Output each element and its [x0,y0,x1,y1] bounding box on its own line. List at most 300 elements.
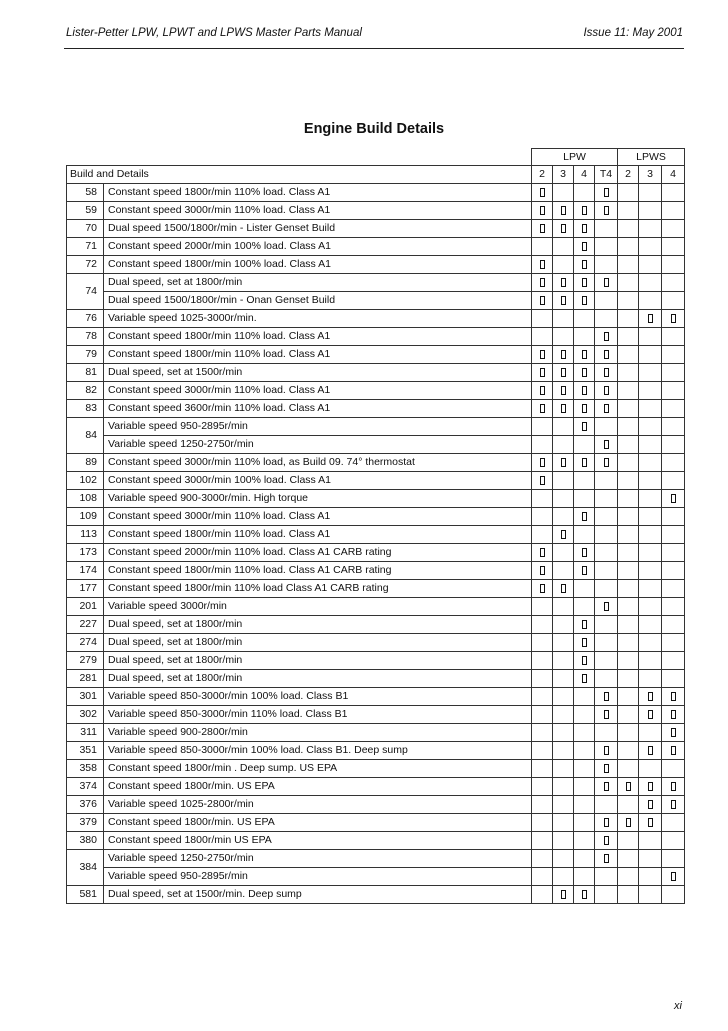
build-details: Constant speed 3000r/min 110% load. Class A1 [104,508,532,526]
mark-cell [574,292,595,310]
build-number: 83 [67,400,104,418]
checkbox-mark-icon [671,872,676,881]
mark-cell [532,220,553,238]
mark-cell [618,634,639,652]
checkbox-mark-icon [604,458,609,467]
checkbox-mark-icon [604,350,609,359]
checkbox-mark-icon [604,818,609,827]
mark-cell [574,616,595,634]
checkbox-mark-icon [648,782,653,791]
mark-cell [532,418,553,436]
mark-cell [662,580,685,598]
table-row [67,436,685,454]
mark-cell [595,436,618,454]
checkbox-mark-icon [561,368,566,377]
mark-cell [662,670,685,688]
mark-cell [662,274,685,292]
checkbox-mark-icon [561,890,566,899]
mark-cell [662,292,685,310]
mark-cell [595,256,618,274]
mark-cell [618,670,639,688]
table-body [67,149,685,904]
checkbox-mark-icon [540,368,545,377]
table-row [67,670,685,688]
table-row [67,454,685,472]
checkbox-mark-icon [582,368,587,377]
mark-cell [662,598,685,616]
mark-cell [595,526,618,544]
mark-cell [553,292,574,310]
mark-cell [532,634,553,652]
table-row [67,508,685,526]
mark-cell [662,220,685,238]
mark-cell [639,454,662,472]
mark-cell [595,382,618,400]
mark-cell [574,652,595,670]
build-number: 72 [67,256,104,274]
build-details: Constant speed 1800r/min 110% load. Class A1 [104,526,532,544]
mark-cell [639,346,662,364]
mark-cell [639,184,662,202]
mark-cell [574,814,595,832]
checkbox-mark-icon [604,404,609,413]
mark-cell [662,328,685,346]
mark-cell [595,598,618,616]
mark-cell [553,346,574,364]
table-row [67,220,685,238]
mark-cell [639,418,662,436]
table-row [67,400,685,418]
build-details: Constant speed 1800r/min. US EPA [104,778,532,796]
build-number: 274 [67,634,104,652]
checkbox-mark-icon [604,836,609,845]
mark-cell [618,274,639,292]
checkbox-mark-icon [604,602,609,611]
mark-cell [532,292,553,310]
mark-cell [574,346,595,364]
mark-cell [532,796,553,814]
build-details: Dual speed, set at 1800r/min [104,274,532,292]
mark-cell [618,220,639,238]
mark-cell [618,706,639,724]
mark-cell [618,526,639,544]
checkbox-mark-icon [604,854,609,863]
checkbox-mark-icon [582,566,587,575]
mark-cell [553,256,574,274]
mark-cell [553,418,574,436]
mark-cell [639,292,662,310]
column-header-row [67,166,685,184]
checkbox-mark-icon [561,296,566,305]
table-row [67,346,685,364]
mark-cell [662,760,685,778]
mark-cell [639,580,662,598]
mark-cell [639,850,662,868]
mark-cell [553,616,574,634]
mark-cell [532,544,553,562]
mark-cell [532,328,553,346]
mark-cell [595,724,618,742]
mark-cell [553,544,574,562]
mark-cell [595,454,618,472]
build-details: Variable speed 900-2800r/min [104,724,532,742]
mark-cell [662,184,685,202]
mark-cell [574,598,595,616]
col-lpw-4: 4 [574,166,595,184]
build-details: Variable speed 850-3000r/min 100% load. Class B1. Deep sump [104,742,532,760]
mark-cell [618,400,639,418]
build-number: 281 [67,670,104,688]
table-row [67,202,685,220]
checkbox-mark-icon [540,404,545,413]
mark-cell [639,310,662,328]
table-row [67,310,685,328]
table-row [67,724,685,742]
mark-cell [532,526,553,544]
mark-cell [662,202,685,220]
mark-cell [574,202,595,220]
mark-cell [662,688,685,706]
mark-cell [618,454,639,472]
mark-cell [532,382,553,400]
mark-cell [574,742,595,760]
checkbox-mark-icon [671,728,676,737]
mark-cell [639,562,662,580]
mark-cell [639,256,662,274]
build-details: Variable speed 1250-2750r/min [104,436,532,454]
checkbox-mark-icon [604,710,609,719]
mark-cell [553,706,574,724]
mark-cell [662,238,685,256]
checkbox-mark-icon [582,278,587,287]
mark-cell [662,400,685,418]
table-row [67,886,685,904]
mark-cell [595,328,618,346]
mark-cell [574,778,595,796]
mark-cell [553,634,574,652]
mark-cell [574,796,595,814]
checkbox-mark-icon [648,746,653,755]
build-details: Constant speed 2000r/min 110% load. Class A1 CARB rating [104,544,532,562]
mark-cell [595,292,618,310]
mark-cell [532,652,553,670]
build-details: Constant speed 1800r/min 110% load. Class A1 [104,328,532,346]
mark-cell [639,526,662,544]
checkbox-mark-icon [540,206,545,215]
build-details-header: Build and Details [67,166,532,184]
mark-cell [662,544,685,562]
mark-cell [618,760,639,778]
mark-cell [532,184,553,202]
mark-cell [662,472,685,490]
mark-cell [553,796,574,814]
checkbox-mark-icon [540,188,545,197]
build-details: Constant speed 1800r/min. US EPA [104,814,532,832]
mark-cell [662,634,685,652]
table-row [67,688,685,706]
mark-cell [595,616,618,634]
build-details: Dual speed 1500/1800r/min - Onan Genset Build [104,292,532,310]
build-number: 380 [67,832,104,850]
checkbox-mark-icon [540,458,545,467]
mark-cell [574,454,595,472]
mark-cell [532,400,553,418]
mark-cell [574,382,595,400]
page-number: xi [674,1000,682,1012]
build-details: Constant speed 3000r/min 110% load. Class A1 [104,202,532,220]
mark-cell [618,292,639,310]
checkbox-mark-icon [671,314,676,323]
mark-cell [595,508,618,526]
mark-cell [574,886,595,904]
table-row [67,850,685,868]
mark-cell [595,274,618,292]
mark-cell [574,418,595,436]
checkbox-mark-icon [648,800,653,809]
checkbox-mark-icon [540,386,545,395]
mark-cell [618,310,639,328]
mark-cell [595,868,618,886]
build-number: 74 [67,274,104,310]
build-details: Variable speed 950-2895r/min [104,868,532,886]
mark-cell [574,328,595,346]
build-number: 76 [67,310,104,328]
mark-cell [553,436,574,454]
group-lpw: LPW [532,149,618,166]
mark-cell [618,472,639,490]
mark-cell [595,310,618,328]
mark-cell [532,616,553,634]
mark-cell [553,184,574,202]
build-number: 379 [67,814,104,832]
table-row [67,616,685,634]
mark-cell [553,472,574,490]
mark-cell [639,544,662,562]
checkbox-mark-icon [582,350,587,359]
build-number: 581 [67,886,104,904]
mark-cell [574,670,595,688]
checkbox-mark-icon [582,224,587,233]
mark-cell [639,832,662,850]
build-number: 374 [67,778,104,796]
build-number: 351 [67,742,104,760]
build-details: Constant speed 3000r/min 100% load. Class A1 [104,472,532,490]
mark-cell [532,274,553,292]
mark-cell [574,634,595,652]
mark-cell [553,202,574,220]
mark-cell [662,706,685,724]
mark-cell [639,760,662,778]
mark-cell [662,526,685,544]
mark-cell [574,364,595,382]
mark-cell [595,346,618,364]
build-details: Constant speed 3000r/min 110% load, as Build 09. 74° thermostat [104,454,532,472]
mark-cell [553,760,574,778]
mark-cell [618,598,639,616]
build-details: Variable speed 850-3000r/min 100% load. Class B1 [104,688,532,706]
mark-cell [553,562,574,580]
mark-cell [574,526,595,544]
mark-cell [618,238,639,256]
engine-build-table [66,148,685,904]
mark-cell [553,364,574,382]
mark-cell [574,184,595,202]
build-number: 302 [67,706,104,724]
mark-cell [618,796,639,814]
mark-cell [662,508,685,526]
mark-cell [553,328,574,346]
build-number: 384 [67,850,104,886]
table-row [67,742,685,760]
mark-cell [639,886,662,904]
checkbox-mark-icon [582,404,587,413]
mark-cell [595,490,618,508]
checkbox-mark-icon [540,350,545,359]
mark-cell [639,274,662,292]
mark-cell [595,184,618,202]
mark-cell [574,310,595,328]
mark-cell [595,634,618,652]
checkbox-mark-icon [648,692,653,701]
mark-cell [595,814,618,832]
mark-cell [574,436,595,454]
table-row [67,526,685,544]
checkbox-mark-icon [582,890,587,899]
mark-cell [618,778,639,796]
mark-cell [574,688,595,706]
mark-cell [639,364,662,382]
checkbox-mark-icon [561,278,566,287]
checkbox-mark-icon [648,314,653,323]
mark-cell [662,454,685,472]
mark-cell [532,562,553,580]
checkbox-mark-icon [561,404,566,413]
mark-cell [595,688,618,706]
table-row [67,382,685,400]
checkbox-mark-icon [540,224,545,233]
mark-cell [574,706,595,724]
mark-cell [639,796,662,814]
build-details: Variable speed 1025-2800r/min [104,796,532,814]
mark-cell [618,562,639,580]
mark-cell [639,238,662,256]
table-row [67,184,685,202]
mark-cell [639,508,662,526]
table-row [67,256,685,274]
checkbox-mark-icon [604,278,609,287]
group-header-row [67,149,685,166]
table-row [67,472,685,490]
mark-cell [639,868,662,886]
mark-cell [532,256,553,274]
mark-cell [595,850,618,868]
mark-cell [574,274,595,292]
table-row [67,364,685,382]
mark-cell [532,580,553,598]
mark-cell [553,724,574,742]
build-number: 177 [67,580,104,598]
checkbox-mark-icon [561,530,566,539]
mark-cell [618,418,639,436]
mark-cell [553,742,574,760]
checkbox-mark-icon [582,512,587,521]
checkbox-mark-icon [582,296,587,305]
table-row [67,778,685,796]
mark-cell [618,868,639,886]
build-number: 102 [67,472,104,490]
mark-cell [595,202,618,220]
mark-cell [618,508,639,526]
build-number: 79 [67,346,104,364]
mark-cell [553,598,574,616]
mark-cell [639,616,662,634]
table-row [67,238,685,256]
mark-cell [618,544,639,562]
mark-cell [553,832,574,850]
mark-cell [532,202,553,220]
build-details: Variable speed 950-2895r/min [104,418,532,436]
build-number: 108 [67,490,104,508]
mark-cell [662,346,685,364]
header-rule [64,48,684,49]
build-details: Variable speed 850-3000r/min 110% load. Class B1 [104,706,532,724]
mark-cell [618,832,639,850]
mark-cell [532,742,553,760]
mark-cell [662,814,685,832]
mark-cell [639,778,662,796]
mark-cell [618,742,639,760]
build-number: 113 [67,526,104,544]
build-details: Dual speed 1500/1800r/min - Lister Genset Build [104,220,532,238]
mark-cell [662,490,685,508]
mark-cell [532,868,553,886]
checkbox-mark-icon [582,656,587,665]
build-details: Variable speed 1250-2750r/min [104,850,532,868]
mark-cell [618,382,639,400]
mark-cell [574,544,595,562]
checkbox-mark-icon [540,584,545,593]
table-row [67,796,685,814]
mark-cell [595,886,618,904]
mark-cell [618,850,639,868]
mark-cell [639,814,662,832]
table-row [67,274,685,292]
mark-cell [639,328,662,346]
manual-title: Lister-Petter LPW, LPWT and LPWS Master Parts Manual [66,27,362,39]
table-row [67,580,685,598]
col-lpw-t4: T4 [595,166,618,184]
mark-cell [595,706,618,724]
build-details: Constant speed 1800r/min 100% load. Class A1 [104,256,532,274]
mark-cell [553,274,574,292]
mark-cell [553,868,574,886]
build-details: Constant speed 1800r/min 110% load. Class A1 CARB rating [104,562,532,580]
build-details: Dual speed, set at 1800r/min [104,634,532,652]
mark-cell [595,760,618,778]
mark-cell [595,418,618,436]
mark-cell [532,670,553,688]
mark-cell [639,670,662,688]
checkbox-mark-icon [582,242,587,251]
mark-cell [532,814,553,832]
mark-cell [639,382,662,400]
checkbox-mark-icon [604,746,609,755]
mark-cell [595,580,618,598]
mark-cell [639,724,662,742]
table-row [67,814,685,832]
checkbox-mark-icon [604,188,609,197]
build-details: Constant speed 1800r/min 110% load Class A1 CARB rating [104,580,532,598]
